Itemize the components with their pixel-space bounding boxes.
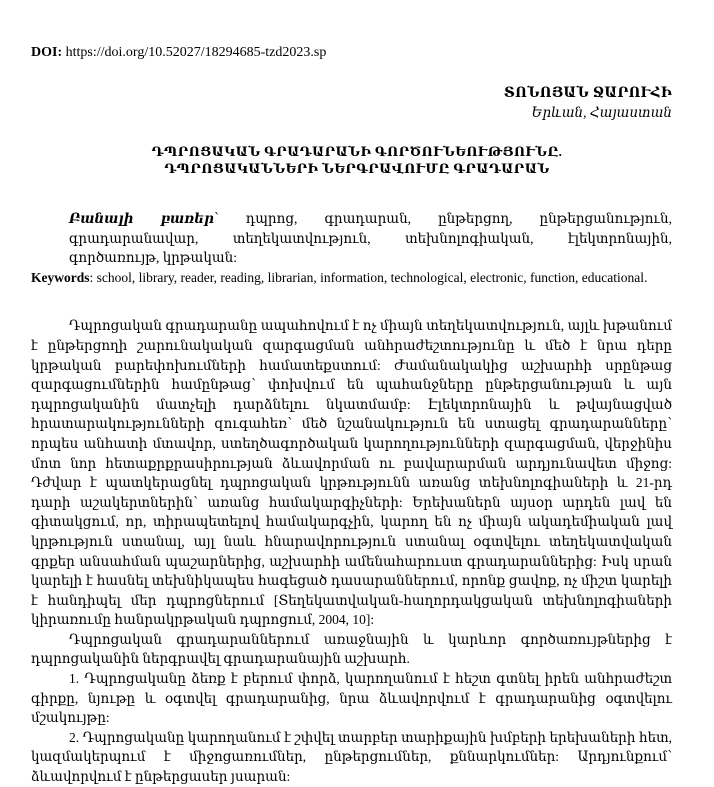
author-name: ՏՈՆՈՅԱՆ ՋԱՐՈՒՀԻ bbox=[503, 85, 672, 100]
keywords-armenian-label: Բանալի բառեր bbox=[69, 211, 214, 226]
paragraph-intro: Դպրոցական գրադարանը ապահովում է ոչ միայն տեղեկատվություն, այլև խթանում է ընթերցողի շարունակական զարգացման անհրաժեշտությունը և մեծ է նրա դերը կրթական բարեփոխումների համատեքստում: Ժամանակակից աշխարհի սրընթաց զարգացումներին համընթաց՝ փոխվում են պահանջները ընթերցանության և այն դպրոցականին մատչելի դարձնելու նկատմամբ: Էլեկտրոնային և թվայնացված հրատարակությունների զուգահեռ՝ մեծ նշանակություն են ստացել գրադարանները՝ որպես անհատի մտավոր, ստեղծագործական կարողությունների զարգացման, վերջինիս մոտ նոր հետաքրքրասիրության ձևավորման ու բավարարման արդյունավետ միջոց: Դժվար է պատկերացնել դպրոցական կրթությունն առանց տեխնոլոգիաների և 21-րդ դարի աշակերտներին՝ առանց համակարգիչների: Երեխաներն այսօր արդեն լավ են գիտակցում, որ, տիրապետելով համակարգչին, կարող են ոչ միայն ակադեմիական լավ կրթություն ստանալ, այլ նաև հնարավորություն ստանալ օգտվելու տեղեկատվական գրքեր անսահման պաշարներից, աշխարհի ամենահարուստ գրադարաններից: Իսկ սրան կարելի է հասնել տեխնիկապես հագեցած դասարաններում, որոնք ցավոք, ոչ միշտ կարելի է հանդիպել մեր դպրոցներում [Տեղեկատվական-հաղորդակցական տեխնոլոգիաների կիրառումը հանրակրթական դպրոցում, 2004, 10]: bbox=[31, 318, 672, 628]
keywords-english-text: : school, library, reader, reading, librarian, information, technological, electronic, function, educational. bbox=[89, 269, 648, 285]
keywords-armenian-text: ՝ դպրոց, գրադարան, ընթերցող, ընթերցանություն, գրադարանավար, տեղեկատվություն, տեխնոլոգիական, էլեկտրոնային, գործառույթ, կրթական: bbox=[69, 211, 672, 266]
keywords-english bbox=[31, 268, 672, 288]
paragraph-functions: Դպրոցական գրադարաններում առաջնային և կարևոր գործառույթներից է դպրոցականին ներգրավել գրադարանային աշխարհ. bbox=[31, 631, 672, 667]
doi-label: DOI: bbox=[31, 45, 63, 60]
keywords-english-label: Keywords bbox=[31, 269, 90, 285]
keywords-armenian bbox=[69, 209, 672, 268]
title-line-2: ԴՊՐՈՑԱԿԱՆՆԵՐԻ ՆԵՐԳՐԱՎՈՒՄԸ ԳՐԱԴԱՐԱՆ bbox=[164, 161, 550, 176]
article-body bbox=[31, 209, 672, 787]
author-block bbox=[504, 83, 672, 123]
list-item-2: 2. Դպրոցականը կարողանում է շփվել տարբեր տարիքային խմբերի երեխաների հետ, կազմակերպում է միջոցառումներ, ընթերցումներ, քննարկումներ: Արդյունքում՝ ձևավորվում է ընթերցասեր յսարան: bbox=[31, 729, 672, 785]
article-title bbox=[0, 143, 714, 177]
author-location: Երևան, Հայաստան bbox=[531, 105, 672, 120]
list-item-1: 1. Դպրոցականը ձեռք է բերում փորձ, կարողանում է հեշտ գտնել իրեն անհրաժեշտ գիրքը, նյութը և օգտվել գրադարանից, նրա ձևավորվում է գրադարանից օգտվելու մշակույթը: bbox=[31, 671, 672, 726]
doi-line bbox=[31, 44, 326, 62]
title-line-1: ԴՊՐՈՑԱԿԱՆ ԳՐԱԴԱՐԱՆԻ ԳՈՐԾՈՒՆԵՈՒԹՅՈՒՆԸ. bbox=[151, 144, 563, 159]
doi-link[interactable]: https://doi.org/10.52027/18294685-tzd2023.sp bbox=[65, 45, 327, 60]
